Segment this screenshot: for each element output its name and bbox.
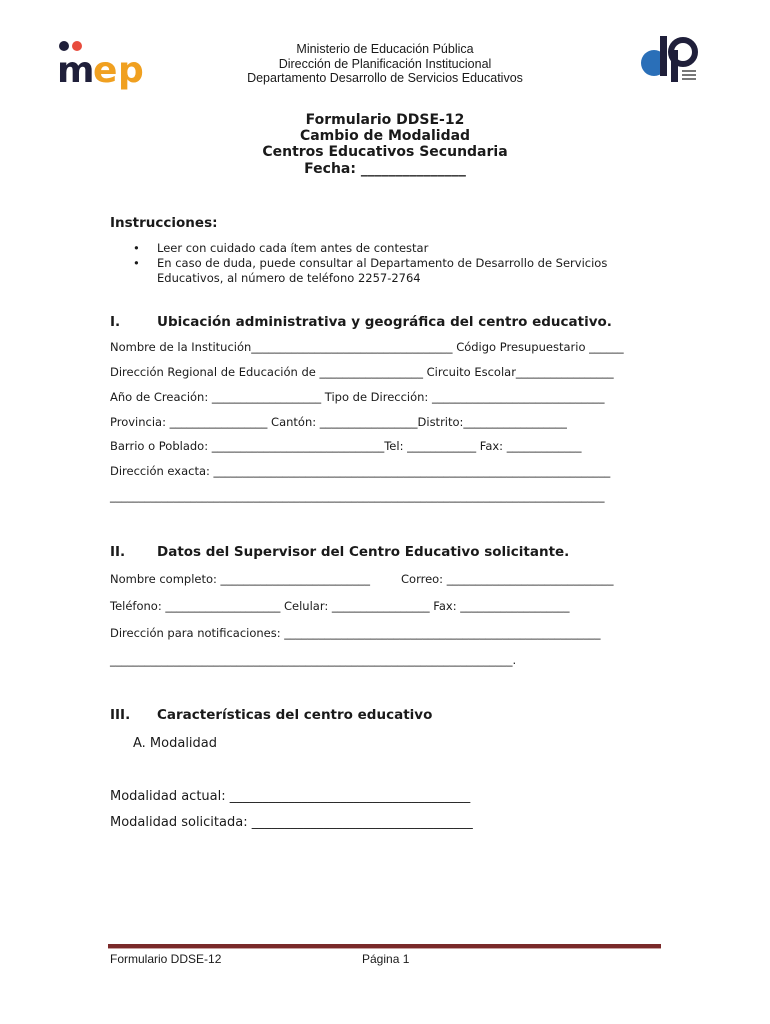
exact-address-continuation[interactable]: ______________________________________________________________________________________ [110,489,605,503]
modality-subheading: A. Modalidad [133,736,218,751]
email-field[interactable]: Correo: _____________________________ [401,572,614,586]
section-2-title: Datos del Supervisor del Centro Educativo solicitante. [157,544,570,560]
page-number: Página 1 [362,952,410,966]
exact-address-field[interactable]: Dirección exacta: _____________________________________________________________________ [110,464,611,478]
header-line-1: Ministerio de Educación Pública [296,42,474,56]
neighborhood-field[interactable]: Barrio o Poblado: ______________________________Tel: ____________ Fax: _____________ [110,439,582,453]
dp-logo [638,30,700,84]
creation-year-field[interactable]: Año de Creación: ___________________ Tipo de Dirección: ______________________________ [110,390,605,404]
svg-text:e: e [93,50,118,90]
form-category: Centros Educativos Secundaria [262,144,508,160]
footer-rule [108,944,661,949]
form-title: Formulario DDSE-12 [305,112,465,128]
bullet-icon: • [133,241,140,255]
svg-text:p: p [118,50,144,90]
header-line-2: Dirección de Planificación Institucional [278,57,492,71]
full-name-field[interactable]: Nombre completo: __________________________ [110,572,371,586]
regional-direction-field[interactable]: Dirección Regional de Educación de __________________ Circuito Escolar_________________ [110,365,614,379]
province-field[interactable]: Provincia: _________________ Cantón: _________________Distrito:__________________ [110,415,567,429]
current-modality-field[interactable]: Modalidad actual: _____________________________________ [110,789,471,804]
notification-address-field[interactable]: Dirección para notificaciones: _______________________________________________________ [110,626,601,640]
requested-modality-field[interactable]: Modalidad solicitada: __________________________________ [110,815,473,830]
section-1-number: I. [110,314,121,330]
institution-name-field[interactable]: Nombre de la Institución___________________________________ Código Presupuestario ______ [110,340,624,354]
instruction-item-continuation: Educativos, al número de teléfono 2257-2764 [157,271,421,285]
section-2-number: II. [110,544,126,560]
date-field[interactable]: Fecha: _______________ [304,161,466,177]
notification-address-continuation[interactable]: ______________________________________________________________________. [110,653,517,667]
bullet-icon: • [133,256,140,270]
instruction-item: Leer con cuidado cada ítem antes de contestar [157,241,429,255]
footer-form-id: Formulario DDSE-12 [110,952,222,966]
svg-text:m: m [57,50,95,90]
instructions-heading: Instrucciones: [110,215,218,231]
section-3-title: Características del centro educativo [157,707,433,723]
phone-field[interactable]: Teléfono: ____________________ Celular: _________________ Fax: ___________________ [110,599,570,613]
section-3-number: III. [110,707,131,723]
mep-logo [57,38,153,90]
header-line-3: Departamento Desarrollo de Servicios Educativos [247,71,523,85]
instruction-item: En caso de duda, puede consultar al Departamento de Desarrollo de Servicios [157,256,608,270]
section-1-title: Ubicación administrativa y geográfica del centro educativo. [157,314,612,330]
form-subtitle: Cambio de Modalidad [299,128,471,144]
